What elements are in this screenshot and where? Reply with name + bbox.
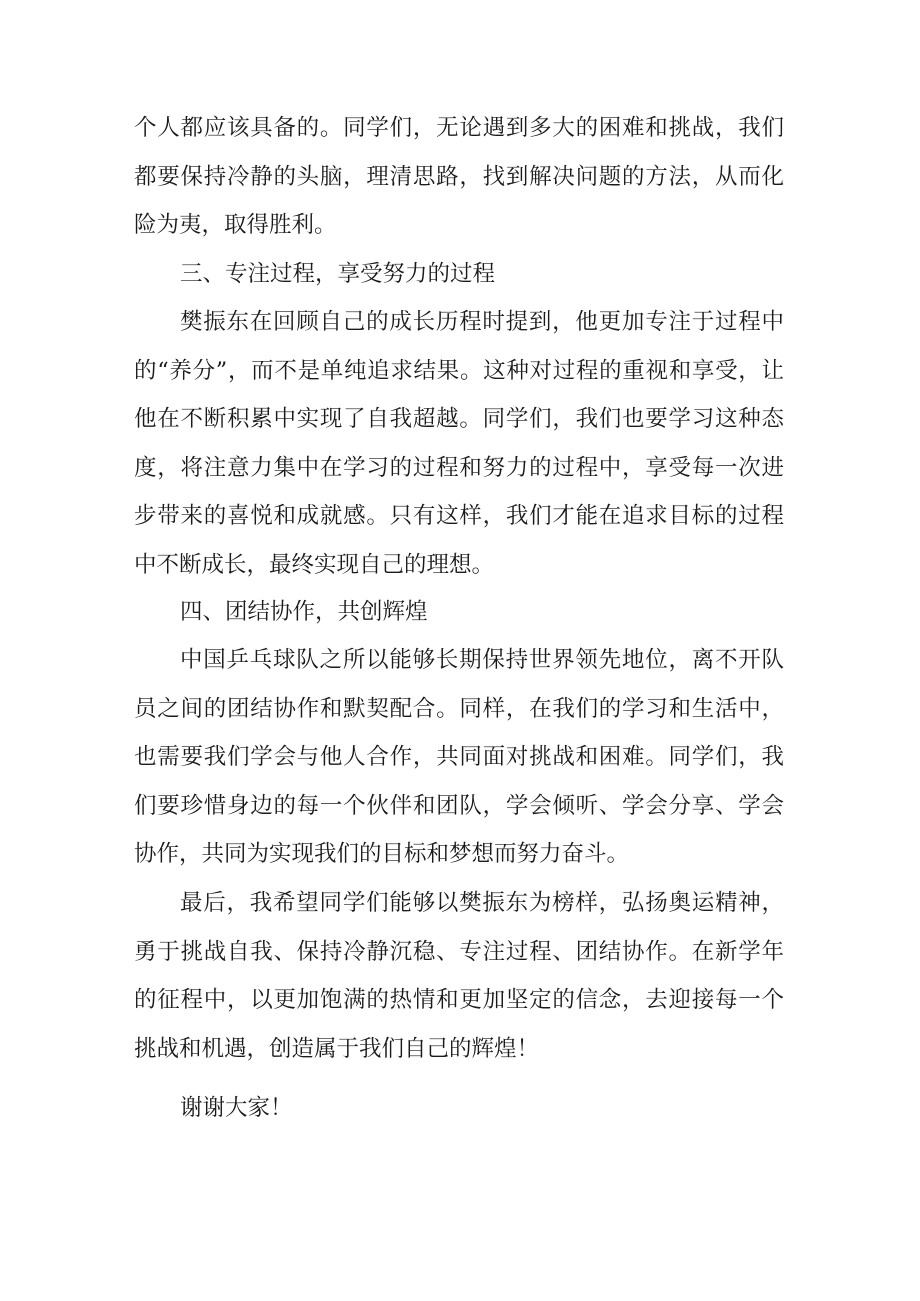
paragraph-focus-on-process: 樊振东在回顾自己的成长历程时提到，他更加专注于过程中的“养分”，而不是单纯追求结果。这种对过程的重视和享受，让他在不断积累中实现了自我超越。同学们，我们也要学习这种态度，将注意力集中在学习的过程和努力的过程中，享受每一次进步带来的喜悦和成就感。只有这样，我们才能在追求目标的过程中不断成长，最终实现自己的理想。 [134, 309, 784, 578]
section-heading-4: 四、团结协作，共创辉煌 [180, 599, 428, 625]
section-heading-3: 三、专注过程，享受努力的过程 [180, 261, 496, 287]
closing-thanks: 谢谢大家！ [180, 1095, 293, 1121]
paragraph-teamwork: 中国乒乓球队之所以能够长期保持世界领先地位，离不开队员之间的团结协作和默契配合。同样，在我们的学习和生活中，也需要我们学会与他人合作，共同面对挑战和困难。同学们，我们要珍惜身边的每一个伙伴和团队，学会倾听、学会分享、学会协作，共同为实现我们的目标和梦想而努力奋斗。 [134, 647, 784, 867]
paragraph-continuation: 个人都应该具备的。同学们，无论遇到多大的困难和挑战，我们都要保持冷静的头脑，理清思路，找到解决问题的方法，从而化险为夷，取得胜利。 [134, 115, 784, 238]
paragraph-conclusion: 最后，我希望同学们能够以樊振东为榜样，弘扬奥运精神，勇于挑战自我、保持冷静沉稳、专注过程、团结协作。在新学年的征程中，以更加饱满的热情和更加坚定的信念，去迎接每一个挑战和机遇，创造属于我们自己的辉煌！ [134, 890, 784, 1062]
